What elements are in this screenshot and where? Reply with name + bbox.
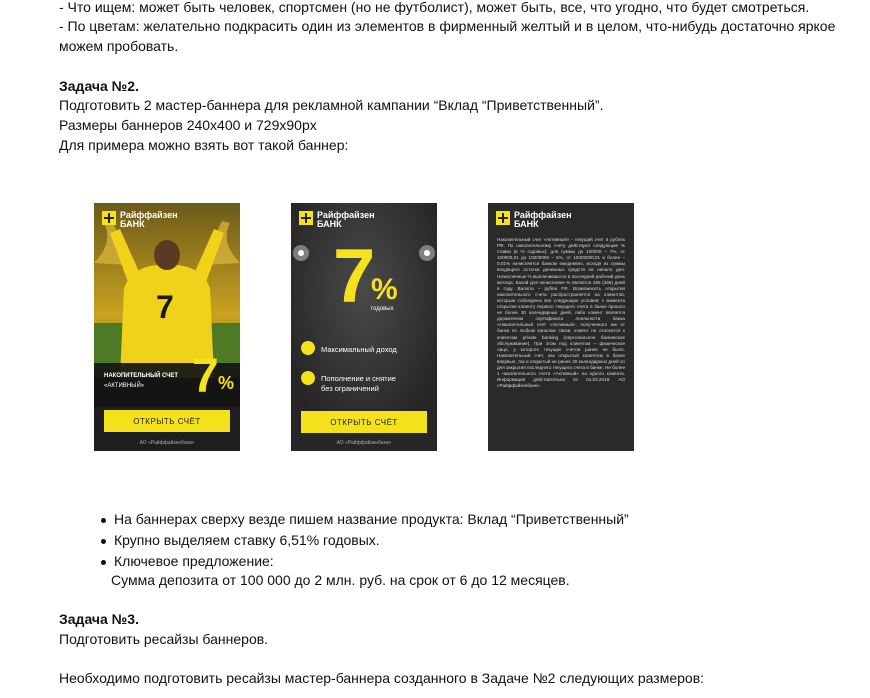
logo-line-1: Райффайзен [120,210,178,220]
example-banner-football [94,203,240,451]
logo-line-1: Райффайзен [514,210,572,220]
product-line-2: «АКТИВНЫЙ» [104,383,145,389]
key-offer-detail: Сумма депозита от 100 000 до 2 млн. руб. на срок от 6 до 12 месяцев. [111,572,570,588]
intro-line-3: можем пробовать. [59,38,179,54]
legal-text: Накопительный счет «Активный» - текущий счет в рублях РФ. По накопительному счету действуют следующие % ставки (в % годовых): для суммы до 100000 – 7%, от 100000,01 до 10000000 – 5%, от 10000000,01 и более – 0,01% начисляется банком ежедневно, исходя из суммы входящего остатка денежных средств на начало дня. Начисленные % выплачиваются в последний рабочий день месяца. Базой для начисления % является 365 (366) дней в году. Валюта – рубли РФ. Возможность открытия накопительного счета распространяется на клиентов, которым соблюдены все следующие условия: с момента открытия клиенту первого текущего счета в банке прошло не более 30 календарных дней, либо клиент является держателем сертификата лояльности банка «Накопительный счет «Активный», полученного им от банка по любым каналам связи, клиент не относится к клиентам private banking (персональное банковское обслуживание). При этом под клиентом – физическое лицо, у которого текущих счетов ранее не было. Накопительный счет, как открытый клиентом в банке впервые, так и открытый не ранее 30 календарных дней со дня закрытия последнего текущего счета в банке. Не более 1 накопительного счета «Активный» на одного клиента. Информация действительна по 01.03.2018. АО «Райффайзенбанк». [497,237,625,389]
task2-line-2: Размеры баннеров 240x400 и 729x90px [59,117,317,133]
rate-percent: % [371,273,398,306]
wallet-icon [301,371,315,385]
task2-line-3: Для примера можно взять вот такой баннер: [59,137,349,153]
requirements-list [99,509,629,572]
task3-line-1: Подготовить ресайзы баннеров. [59,631,269,647]
open-account-button[interactable]: ОТКРЫТЬ СЧЁТ [104,410,230,432]
task2-line-1: Подготовить 2 мастер-баннера для рекламной кампании “Вклад “Приветственный”. [59,97,604,113]
logo-line-2: БАНК [317,219,342,229]
example-banner-rate [291,203,437,451]
bank-logo [299,211,375,229]
intro-line-1: - Что ищем: может быть человек, спортсмен (но не футболист), может быть, все, что угодно, что будет смотреться. [59,0,810,15]
logo-line-2: БАНК [120,219,145,229]
bank-logo-icon [102,211,116,225]
logo-line-1: Райффайзен [317,210,375,220]
feature-1: Максимальный доход [321,345,397,354]
task3-title: Задача №3. [59,611,139,627]
rate-percent: % [218,373,235,393]
example-banner-legal [488,203,634,451]
feature-2-line-1: Пополнение и снятие [321,374,396,383]
rate-number: 7 [333,234,376,319]
bank-logo [496,211,572,229]
task2-title: Задача №2. [59,78,139,94]
bank-logo [102,211,178,229]
money-bag-icon [301,341,315,355]
task3-line-2: Необходимо подготовить ресайзы мастер-баннера созданного в Задаче №2 следующих размеров: [59,670,705,686]
banner-footer: АО «Райффайзенбанк» [336,440,392,446]
open-account-button[interactable]: ОТКРЫТЬ СЧЁТ [301,411,427,433]
list-item: Ключевое предложение: [99,551,629,572]
rate-number: 7 [192,350,219,403]
banner-footer: АО «Райффайзенбанк» [139,440,195,446]
list-item: Крупно выделяем ставку 6,51% годовых. [99,530,629,551]
product-line-1: НАКОПИТЕЛЬНЫЙ СЧЕТ [104,373,179,379]
intro-line-2: - По цветам: желательно подкрасить один из элементов в фирменный желтый и в целом, что-нибудь достаточно яркое [59,18,836,34]
rate-note: годовых [371,306,394,312]
logo-line-2: БАНК [514,219,539,229]
bank-logo-icon [496,211,510,225]
feature-2-line-2: без ограничений [321,384,379,393]
jersey-number: 7 [156,289,174,325]
bank-logo-icon [299,211,313,225]
list-item: На баннерах сверху везде пишем название продукта: Вклад “Приветственный” [99,509,629,530]
